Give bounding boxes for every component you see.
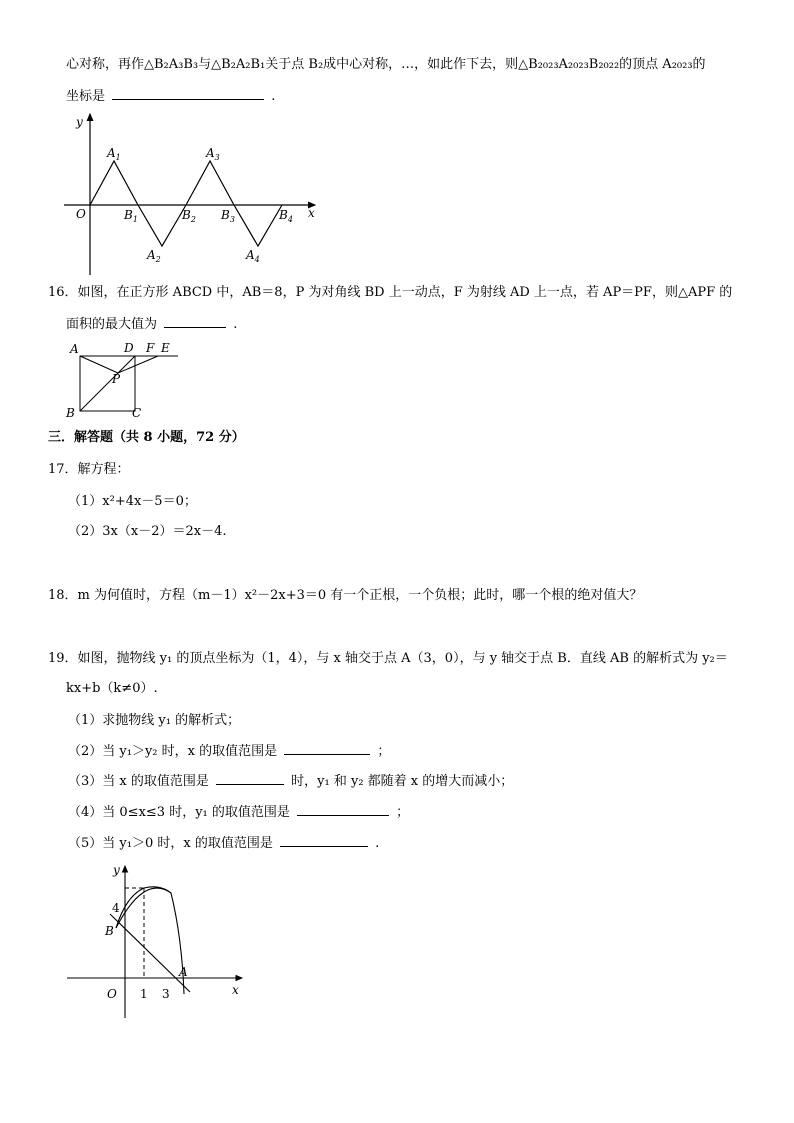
q16-label-p: P bbox=[112, 372, 121, 386]
q19-part1: （1）求抛物线 y₁ 的解析式； bbox=[68, 713, 241, 728]
q16-period: . bbox=[233, 317, 238, 332]
q15-period: . bbox=[271, 89, 276, 104]
q15-a4-label: $A_4$ bbox=[246, 248, 260, 264]
section-3-heading: 三．解答题（共 8 小题，72 分） bbox=[48, 430, 245, 445]
q15-a1-label: $A_1$ bbox=[107, 146, 121, 162]
q16-segment-pf bbox=[118, 356, 158, 373]
q15-a3-label: $A_3$ bbox=[206, 146, 220, 162]
q15-text-line1: 心对称，再作△B₂A₃B₃与△B₂A₂B₁关于点 B₂成中心对称，…，如此作下去，则△B₂₀₂₃A₂₀₂₃B₂₀₂₂的顶点 A₂₀₂₃的 bbox=[66, 57, 706, 72]
q15-b3-label: $B_3$ bbox=[221, 208, 235, 224]
q19-part3-label: （3）当 x 的取值范围是 bbox=[68, 774, 209, 789]
q15-b2-label: $B_2$ bbox=[182, 208, 196, 224]
q16-label-d: D bbox=[124, 341, 134, 355]
q16-label-b: B bbox=[66, 406, 75, 420]
q16-label-f: F bbox=[146, 341, 155, 355]
q19-tick-1: 1 bbox=[140, 987, 148, 1001]
q17-part1: （1）x²+4x－5＝0； bbox=[68, 494, 197, 509]
q19-part4-label: （4）当 0≤x≤3 时，y₁ 的取值范围是 bbox=[68, 805, 290, 820]
q16-label-a: A bbox=[70, 342, 79, 356]
q15-zigzag bbox=[90, 161, 282, 246]
q16-label-e: E bbox=[161, 341, 170, 355]
q15-b1-label: $B_1$ bbox=[124, 208, 138, 224]
q19-part2-label: （2）当 y₁＞y₂ 时，x 的取值范围是 bbox=[68, 744, 278, 759]
q16-diagonal-bd bbox=[80, 356, 135, 411]
q15-figure bbox=[60, 108, 330, 278]
q19-part5-label: （5）当 y₁＞0 时，x 的取值范围是 bbox=[68, 836, 273, 851]
q19-point-b-label: B bbox=[105, 924, 114, 938]
q19-part2-suffix: ； bbox=[377, 744, 391, 759]
q19-part4-suffix: ； bbox=[396, 805, 410, 820]
q19-part5-blank[interactable] bbox=[280, 834, 368, 847]
q17-part2: （2）3x（x－2）＝2x－4. bbox=[68, 524, 227, 539]
q19-text-line2: kx+b（k≠0）. bbox=[66, 681, 158, 696]
q19-part5 bbox=[68, 834, 379, 854]
q16-segment-ap bbox=[80, 356, 118, 373]
q15-origin-label: O bbox=[76, 207, 86, 221]
q15-x-label: x bbox=[308, 206, 315, 220]
q15-b4-label: $B_4$ bbox=[279, 208, 293, 224]
q19-part3-blank[interactable] bbox=[216, 772, 284, 785]
q15-answer-blank[interactable] bbox=[112, 87, 264, 100]
q19-part3-suffix: 时，y₁ 和 y₂ 都随着 x 的增大而减小； bbox=[291, 774, 514, 789]
q15-text-line2 bbox=[66, 87, 275, 107]
q19-part4-blank[interactable] bbox=[297, 803, 389, 816]
q15-a2-label: $A_2$ bbox=[147, 248, 161, 264]
q19-point-a-label: A bbox=[179, 965, 188, 979]
q19-tick-3: 3 bbox=[162, 987, 170, 1001]
q19-part2-blank[interactable] bbox=[284, 742, 370, 755]
q19-text-line1: 19．如图，抛物线 y₁ 的顶点坐标为（1，4），与 x 轴交于点 A（3，0），与 y 轴交于点 B．直线 AB 的解析式为 y₂＝ bbox=[48, 651, 728, 666]
q15-answer-label: 坐标是 bbox=[66, 89, 106, 104]
q19-x-label: x bbox=[232, 983, 239, 997]
q16-text-line2 bbox=[66, 315, 237, 335]
q16-text-line1: 16．如图，在正方形 ABCD 中，AB＝8，P 为对角线 BD 上一动点，F 为射线 AD 上一点，若 AP＝PF，则△APF 的 bbox=[48, 285, 733, 300]
q15-y-label: y bbox=[76, 115, 83, 129]
q19-tick-4: 4 bbox=[112, 901, 120, 915]
q16-answer-label: 面积的最大值为 bbox=[66, 317, 158, 332]
q19-part4 bbox=[68, 803, 409, 823]
q19-origin-label: O bbox=[107, 987, 117, 1001]
q19-part5-suffix: . bbox=[375, 836, 380, 851]
q17-title: 17．解方程： bbox=[48, 462, 130, 477]
q16-figure bbox=[62, 340, 192, 422]
q16-label-c: C bbox=[132, 406, 142, 420]
q19-y-label: y bbox=[113, 863, 120, 877]
q16-answer-blank[interactable] bbox=[164, 315, 226, 328]
q19-part2 bbox=[68, 742, 390, 762]
q19-part3 bbox=[68, 772, 513, 792]
q18-text: 18．m 为何值时，方程（m－1）x²－2x+3＝0 有一个正根，一个负根；此时，哪一个根的绝对值大？ bbox=[48, 588, 643, 603]
q19-figure bbox=[64, 858, 249, 1023]
